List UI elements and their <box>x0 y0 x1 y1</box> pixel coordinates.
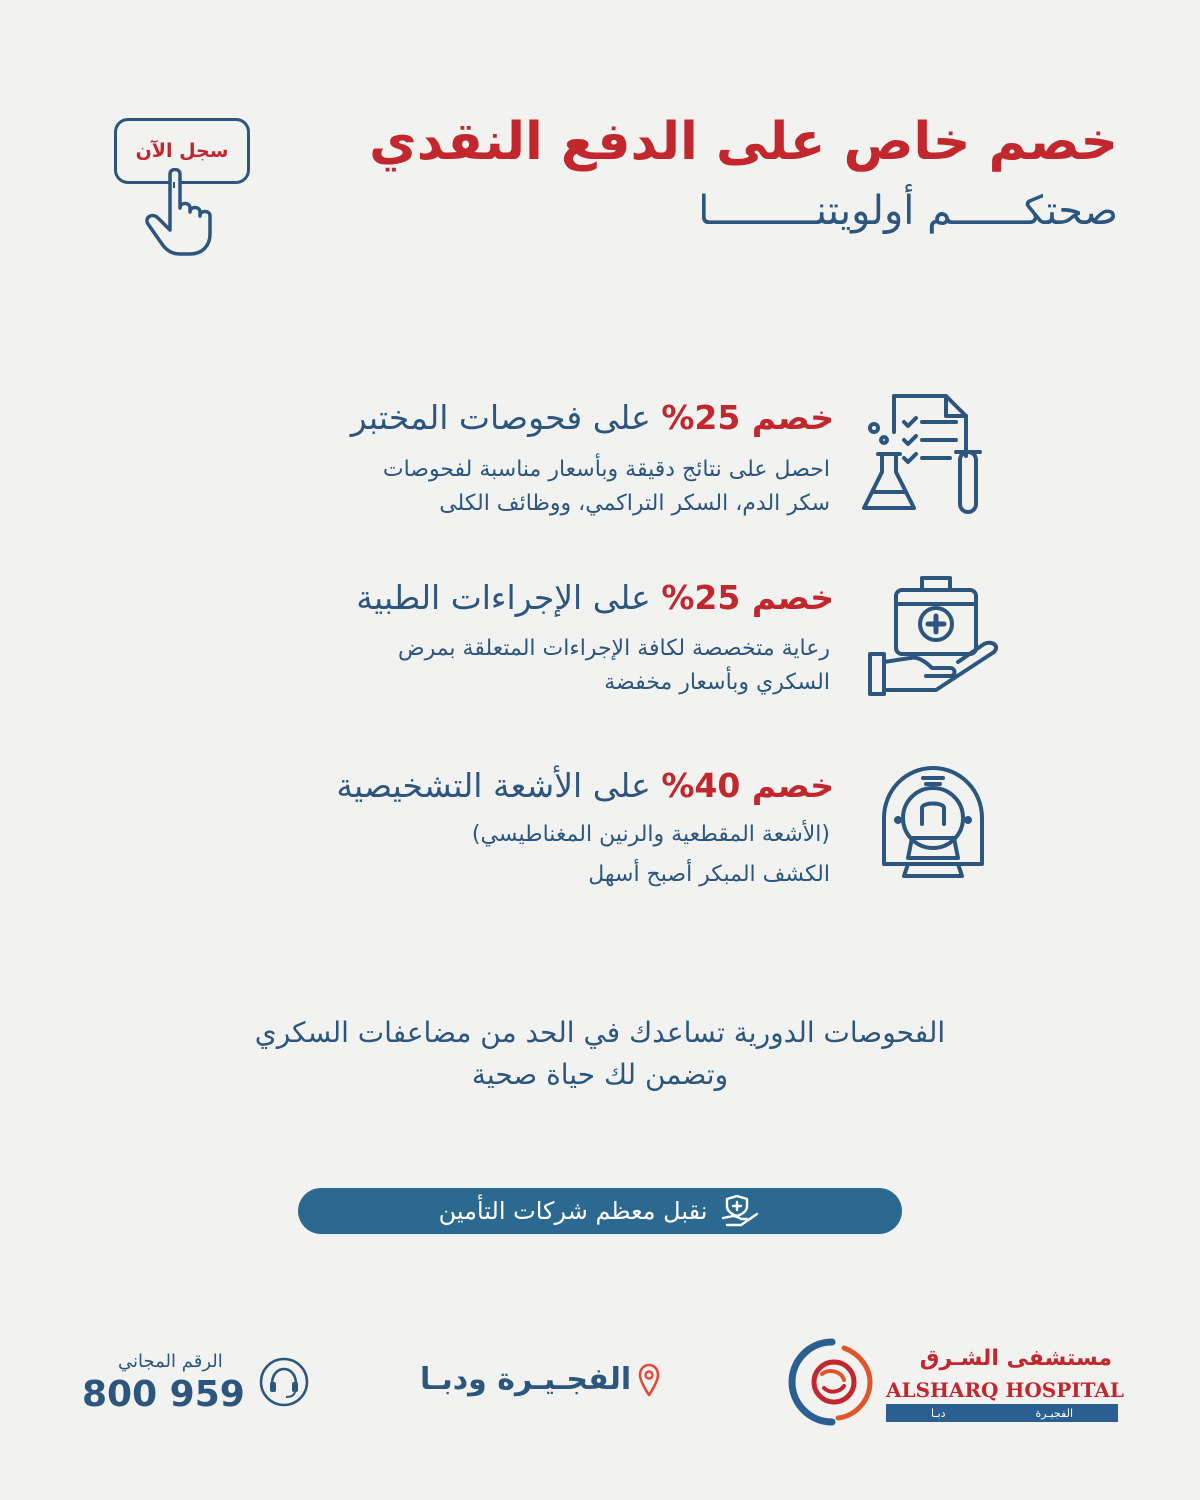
checkup-message <box>0 1012 1200 1096</box>
offer-procedures-line-1: رعاية متخصصة لكافة الإجراءات المتعلقة بمرض <box>397 636 830 661</box>
offer-procedures-title-text: على الإجراءات الطبية <box>356 578 662 617</box>
location-pin-icon <box>637 1363 661 1397</box>
pointing-hand-icon <box>140 168 224 258</box>
offer-procedures-title <box>356 578 834 617</box>
location <box>420 1362 661 1397</box>
insurance-hand-icon <box>719 1194 761 1228</box>
offer-lab-description <box>270 453 830 521</box>
checkup-message-line-2: وتضمن لك حياة صحية <box>471 1058 729 1091</box>
hotline-label: الرقم المجاني <box>118 1351 223 1372</box>
offer-radiology-line-2: الكشف المبكر أصبح أسهل <box>588 862 830 887</box>
logo-english-name: ALSHARQ HOSPITAL <box>886 1378 1124 1402</box>
offer-radiology-percent: خصم 40% <box>661 766 834 805</box>
hospital-logo-mark-icon <box>786 1338 878 1428</box>
offer-lab-title-text: على فحوصات المختبر <box>350 398 662 437</box>
logo-locations-bar <box>886 1404 1118 1422</box>
offer-lab-percent: خصم 25% <box>661 398 834 437</box>
page-title: خصم خاص على الدفع النقدي <box>369 112 1118 172</box>
checkup-message-line-1: الفحوصات الدورية تساعدك في الحد من مضاعفات السكري <box>254 1016 946 1049</box>
offer-lab-line-1: احصل على نتائج دقيقة وبأسعار مناسبة لفحوصات <box>382 457 830 482</box>
page-subtitle: صحتكــــــم أولويتنـــــــــا <box>698 188 1118 234</box>
offer-lab-title <box>351 398 834 437</box>
hospital-logo <box>786 1338 1126 1428</box>
offer-radiology-line-1: (الأشعة المقطعية والرنين المغناطيسي) <box>471 822 830 847</box>
logo-location-1: الفجيـرة <box>1035 1406 1073 1420</box>
offer-radiology-title <box>336 766 834 805</box>
offer-procedures-description <box>270 632 830 700</box>
insurance-banner <box>298 1188 902 1234</box>
insurance-label: نقبل معظم شركات التأمين <box>438 1197 708 1225</box>
lab-tests-icon <box>860 392 984 518</box>
headset-icon <box>258 1356 310 1408</box>
offer-procedures-percent: خصم 25% <box>661 578 834 617</box>
logo-arabic-name: مستشفى الشـرق <box>919 1346 1112 1371</box>
offer-procedures-line-2: السكري وبأسعار مخفضة <box>604 670 830 695</box>
location-text: الفجـيـرة ودبـا <box>420 1362 632 1397</box>
register-now-label: سجل الآن <box>135 140 229 162</box>
offer-radiology-description <box>270 818 830 892</box>
offer-lab-line-2: سكر الدم، السكر التراكمي، ووظائف الكلى <box>439 491 830 516</box>
medical-kit-hand-icon <box>866 572 1000 698</box>
logo-location-2: دبـا <box>931 1406 946 1420</box>
hotline-number[interactable]: 800 959 <box>82 1374 245 1415</box>
mri-scanner-icon <box>878 764 988 882</box>
offer-radiology-title-text: على الأشعة التشخيصية <box>336 766 662 805</box>
